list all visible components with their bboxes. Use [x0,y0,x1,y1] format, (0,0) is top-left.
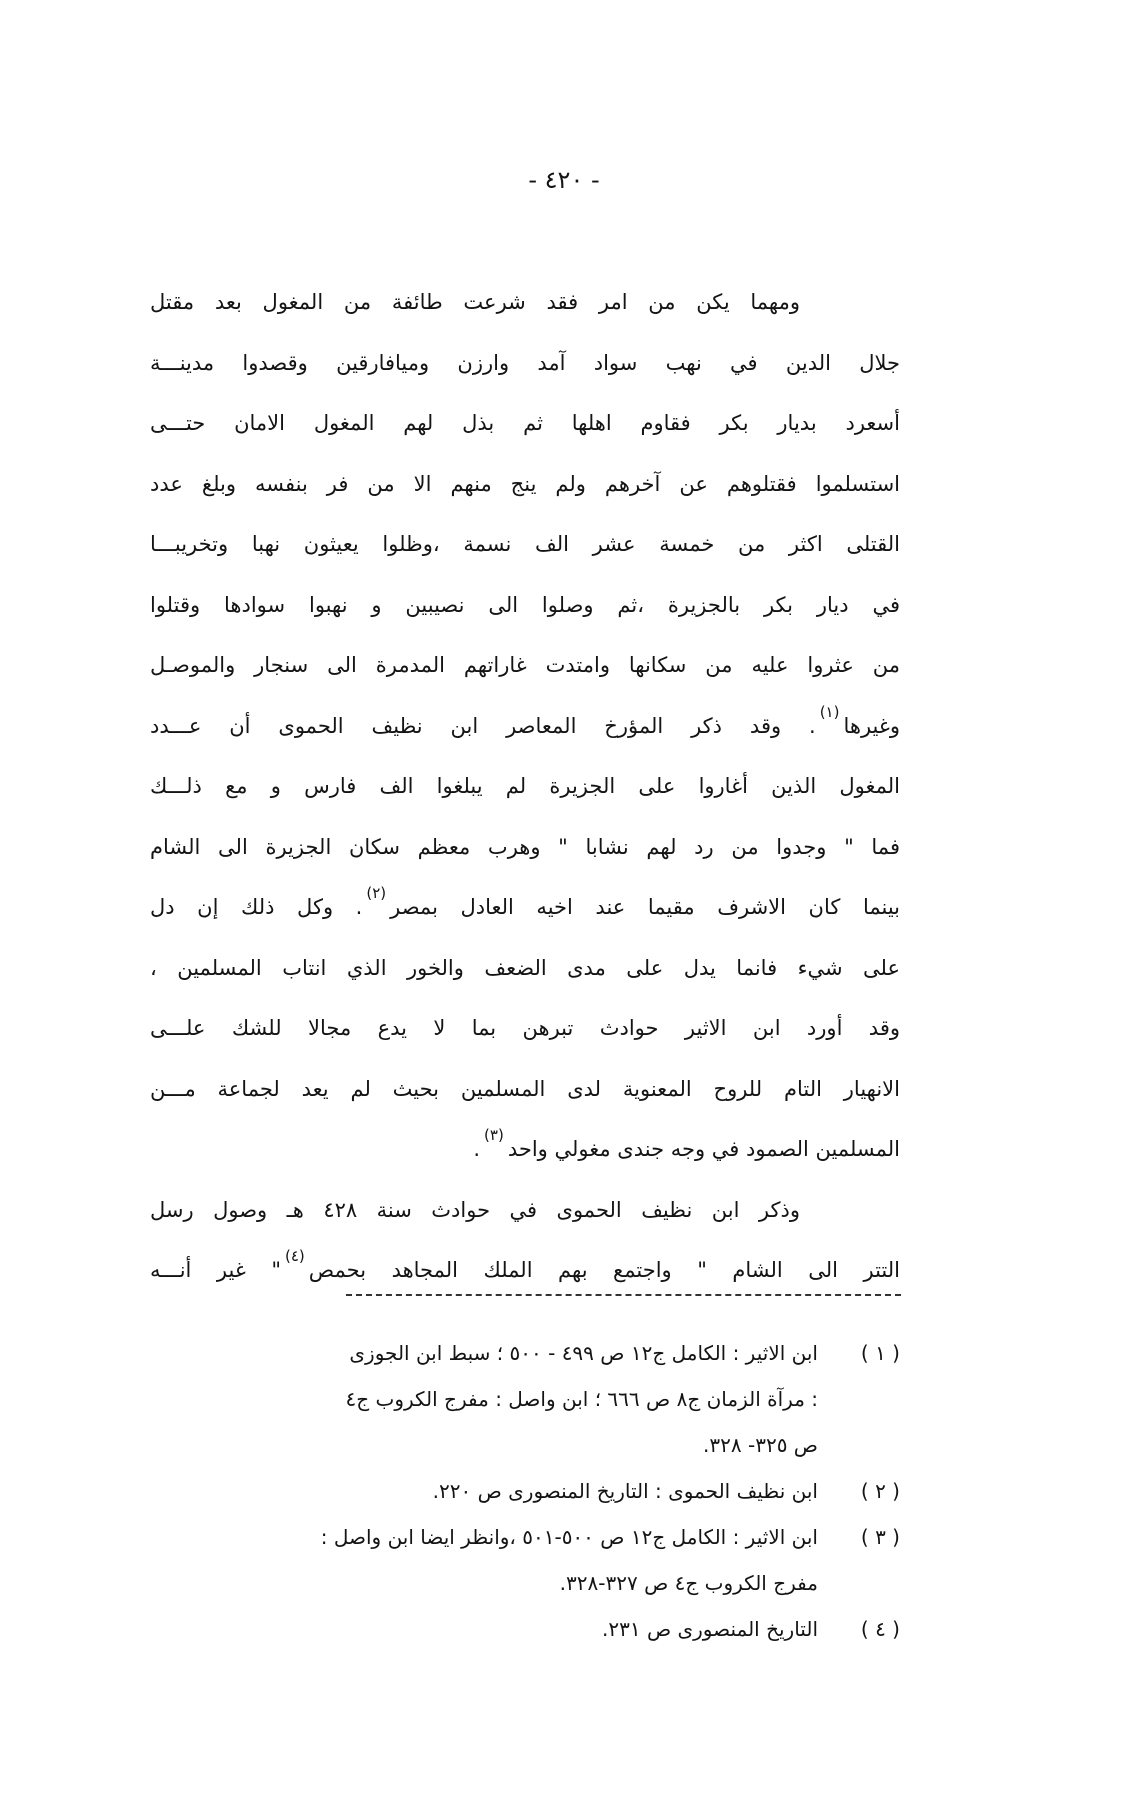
text-line: الانهيار التام للروح المعنوية لدى المسلمين بحيث لم يعد لجماعة مـــن [150,1076,900,1101]
text-line: أسعرد بديار بكر فقاوم اهلها ثم بذل لهم المغول الامان حتـــى [150,411,900,435]
text-line: القتلى اكثر من خمسة عشر الف نسمة ،وظلوا يعيثون نهبا وتخريبـــا [150,532,900,556]
text-line: من عثروا عليه من سكانها وامتدت غاراتهم المدمرة الى سنجار والموصـل [150,653,900,677]
text-line: فما " وجدوا من رد لهم نشابا " وهرب معظم سكان الجزيرة الى الشام [150,834,900,859]
text-line: وذكر ابن نظيف الحموى في حوادث سنة ٤٢٨ هـ وصول رسل [150,1197,800,1222]
footnote [130,1468,900,1514]
text-line [150,1119,900,1180]
page-number: - ٤٢٠ - [528,166,600,194]
footnote-number: ( ٢ ) [860,1479,900,1503]
text-line: استسلموا فقتلوهم عن آخرهم ولم ينج منهم الا من فر بنفسه وبلغ عدد [150,471,900,496]
text-line: المغول الذين أغاروا على الجزيرة لم يبلغوا الف فارس و مع ذلـــك [150,774,900,798]
text-line [150,696,900,757]
footnote-line: التاريخ المنصورى ص ٢٣١. [602,1617,818,1641]
text-segment: بينما كان الاشرف مقيما عند اخيه العادل بمصر [390,895,900,919]
text-segment: . وكل ذلك إن دل [150,895,363,919]
footnote-number: ( ٤ ) [860,1617,900,1641]
main-text [150,272,900,1301]
text-line: ومهما يكن من امر فقد شرعت طائفة من المغول بعد مقتل [150,290,800,314]
text-segment: التتر الى الشام " واجتمع بهم الملك المجاهد بحمص [308,1258,900,1282]
footnote-number: ( ٣ ) [860,1525,900,1549]
text-segment: " غير أنـــه [150,1258,281,1282]
footnotes [130,1330,900,1652]
footnote-line: مفرج الكروب ج٤ ص ٣٢٧-٣٢٨. [559,1571,818,1595]
footnote [130,1606,900,1652]
text-line: على شيء فانما يدل على مدى الضعف والخور الذي انتاب المسلمين ، [150,955,900,980]
footnote-marker: (٢) [366,884,387,902]
footnote-marker: (٣) [484,1126,504,1144]
text-segment: وغيرها [843,713,900,738]
footnote-line: ابن الاثير : الكامل ج١٢ ص ٤٩٩ - ٥٠٠ ؛ سبط ابن الجوزى [349,1341,818,1365]
footnote-line: : مرآة الزمان ج٨ ص ٦٦٦ ؛ ابن واصل : مفرج الكروب ج٤ [345,1387,818,1411]
footnote [130,1330,900,1468]
footnote-divider [346,1294,901,1296]
text-line: وقد أورد ابن الاثير حوادث تبرهن بما لا يدع مجالا للشك علـــى [150,1016,900,1040]
text-segment: المسلمين الصمود في وجه جندى مغولي واحد [507,1137,900,1161]
footnote-line: ص ٣٢٥- ٣٢٨. [703,1433,818,1457]
text-segment: . [473,1137,481,1161]
footnote-line: ابن الاثير : الكامل ج١٢ ص ٥٠٠-٥٠١ ،وانظر ايضا ابن واصل : [320,1525,818,1549]
text-line: في ديار بكر بالجزيرة ،ثم وصلوا الى نصيبين و نهبوا سوادها وقتلوا [150,592,900,617]
footnote-line: ابن نظيف الحموى : التاريخ المنصورى ص ٢٢٠. [432,1479,818,1503]
footnote [130,1514,900,1606]
footnote-marker: (٤) [285,1247,305,1265]
footnote-number: ( ١ ) [860,1341,900,1365]
text-line [150,1240,900,1301]
text-line: جلال الدين في نهب سواد آمد وارزن وميافارقين وقصدوا مدينـــة [150,350,900,375]
text-line [150,877,900,938]
footnote-marker: (١) [819,702,840,721]
text-segment: . وقد ذكر المؤرخ المعاصر ابن نظيف الحموى أن عـــدد [150,713,816,738]
